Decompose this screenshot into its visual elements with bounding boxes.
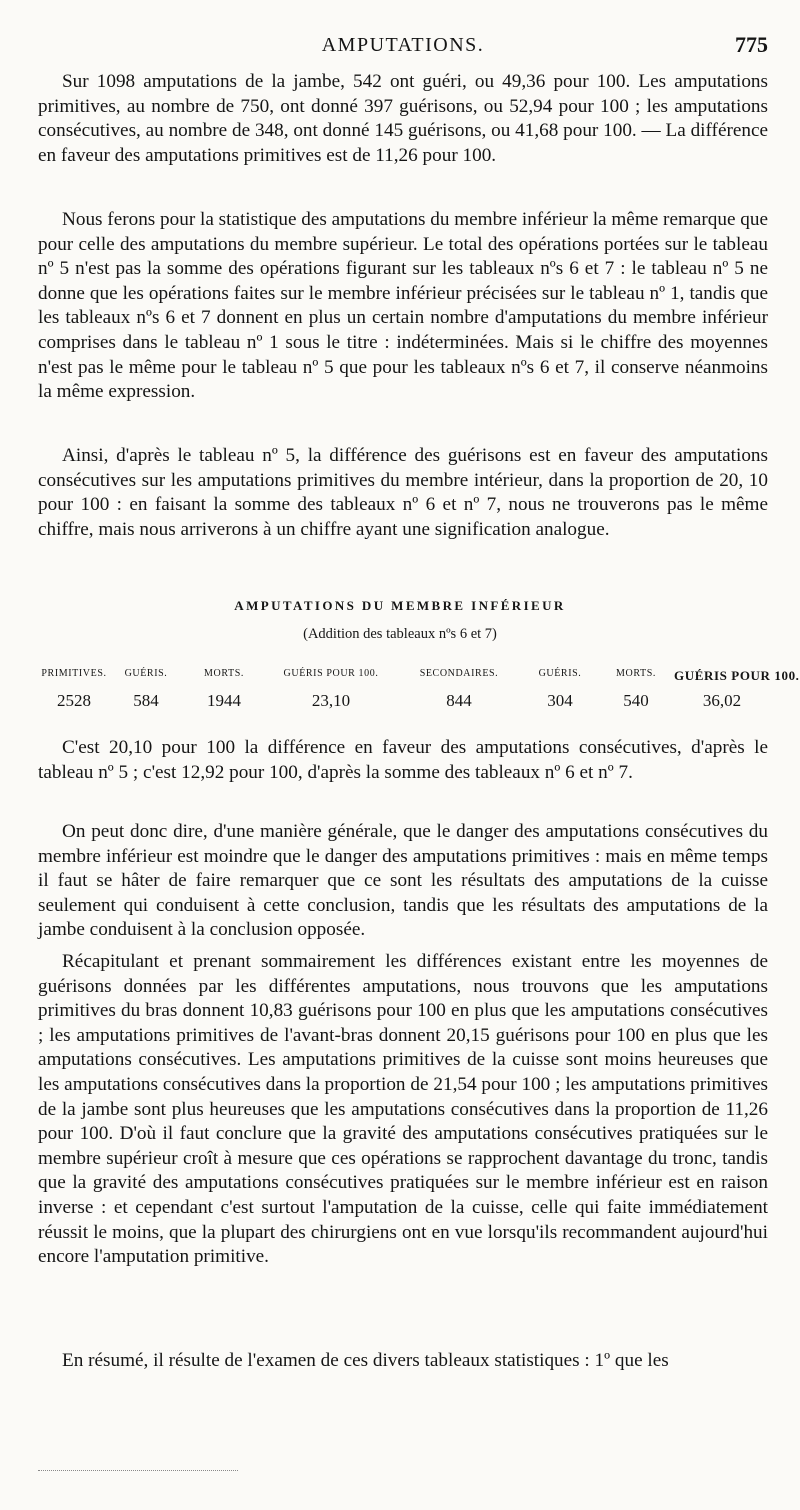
- paragraph-ainsi: [38, 444, 768, 542]
- table-header-cell: MORTS.: [616, 668, 656, 679]
- running-title: AMPUTATIONS.: [321, 34, 485, 56]
- table-title: AMPUTATIONS DU MEMBRE INFÉRIEUR: [234, 598, 566, 613]
- table-header-cell: MORTS.: [204, 668, 244, 679]
- table-cell: 23,10: [311, 691, 351, 710]
- paragraph-text: On peut donc dire, d'une manière générale, que le danger des amputations consécutives du membre inférieur est moindre que le danger des amputations primitives : mais en même temps il faut se hâter de faire remarquer que ce sont les résultats des amputations de la cuisse seulement qui conduisent à cette conclusion, tandis que les résultats des amputations de la jambe conduisent à la conclusion opposée.: [38, 821, 768, 941]
- paragraph-resume: [38, 1349, 768, 1374]
- table-cell: 1944: [207, 691, 241, 710]
- paragraph-text: Nous ferons pour la statistique des amputations du membre inférieur la même remarque que pour celle des amputations du membre supérieur. Le total des opérations portées sur le tableau nº 5 n'est pas la somme des opérations figurant sur les tableaux nºs 6 et 7 : le tableau nº 5 ne donne que les opérations faites sur le membre inférieur précisées sur le tableau nº 1, tandis que les tableaux nºs 6 et 7 donnent en plus un certain nombre d'amputations du membre inférieur comprises dans le tableau nº 1 sous le titre : indéterminées. Mais si le chiffre des moyennes n'est pas le même pour le tableau nº 5 que pour les tableaux nºs 6 et 7, il conserve néanmoins la même expression.: [38, 209, 768, 403]
- table-header-cell: GUÉRIS POUR 100.: [283, 668, 379, 679]
- paragraph-recapitulation: [38, 950, 768, 1270]
- paragraph-text: Sur 1098 amputations de la jambe, 542 ont guéri, ou 49,36 pour 100. Les amputations primitives, au nombre de 750, ont donné 397 guérisons, ou 52,94 pour 100 ; les amputations consécutives, au nombre de 348, ont donné 145 guérisons, ou 41,68 pour 100. — La différence en faveur des amputations primitives est de 11,26 pour 100.: [38, 71, 768, 166]
- running-head: [38, 32, 768, 60]
- paragraph-jambe-stats: [38, 70, 768, 168]
- paragraph-statistics-remark: [38, 208, 768, 405]
- paragraph-text: En résumé, il résulte de l'examen de ces divers tableaux statistiques : 1º que les: [62, 1350, 669, 1371]
- paragraph-text: Récapitulant et prenant sommairement les différences existant entre les moyennes de guérisons données par les différentes amputations, nous trouvons que les amputations primitives du bras donnent 10,83 guérisons pour 100 en plus que les amputations consécutives ; les amputations primitives de l'avant-bras donnent 20,15 guérisons pour 100 en plus que les amputations consécutives. Les amputations primitives de la cuisse sont moins heureuses que les amputations consécutives dans la proportion de 21,54 pour 100 ; les amputations primitives de la jambe sont plus heureuses que les amputations consécutives dans la proportion de 11,26 pour 100. D'où il faut conclure que la gravité des amputations consécutives pratiquées sur le membre supérieur croît à mesure que ces opérations se rapprochent davantage du tronc, tandis que la gravité des amputations consécutives pratiquées sur le membre inférieur est en raison inverse : et cependant c'est surtout l'amputation de la cuisse, celle qui faite immédiatement réussit le moins, que la plupart des chirurgiens ont en vue lorsqu'ils recommandent aujourd'hui encore l'amputation primitive.: [38, 951, 768, 1268]
- table-cell: 844: [446, 691, 472, 710]
- table-row: [38, 691, 770, 711]
- table-header-row: [38, 668, 800, 684]
- paragraph-danger: [38, 820, 768, 943]
- table-cell: 540: [623, 691, 649, 710]
- paragraph-difference: [38, 736, 768, 785]
- table-header-cell: GUÉRIS.: [538, 668, 582, 679]
- table-header-cell: SECONDAIRES.: [419, 668, 499, 679]
- table-cell: 584: [133, 691, 159, 710]
- paragraph-text: Ainsi, d'après le tableau nº 5, la différence des guérisons est en faveur des amputations consécutives sur les amputations primitives du membre intérieur, dans la proportion de 20, 10 pour 100 : en faisant la somme des tableaux nº 6 et nº 7, nous ne trouverons pas le même chiffre, mais nous arriverons à un chiffre ayant une signification analogue.: [38, 445, 768, 540]
- table-header-text: GUÉRIS POUR 100.: [674, 668, 800, 683]
- table-header-cell: [674, 668, 800, 684]
- footer-dotted-rule: [38, 1470, 238, 1471]
- table-header-cell: GUÉRIS.: [124, 668, 168, 679]
- page-number: 775: [735, 32, 768, 57]
- table-cell: 304: [547, 691, 573, 710]
- table-subtitle: (Addition des tableaux nºs 6 et 7): [303, 626, 497, 642]
- paragraph-text: C'est 20,10 pour 100 la différence en faveur des amputations consécutives, d'après le tableau nº 5 ; c'est 12,92 pour 100, d'après la somme des tableaux nº 6 et nº 7.: [38, 737, 768, 783]
- table-cell: 36,02: [702, 691, 742, 710]
- table-cell: 2528: [57, 691, 91, 710]
- table-header-cell: PRIMITIVES.: [41, 668, 107, 679]
